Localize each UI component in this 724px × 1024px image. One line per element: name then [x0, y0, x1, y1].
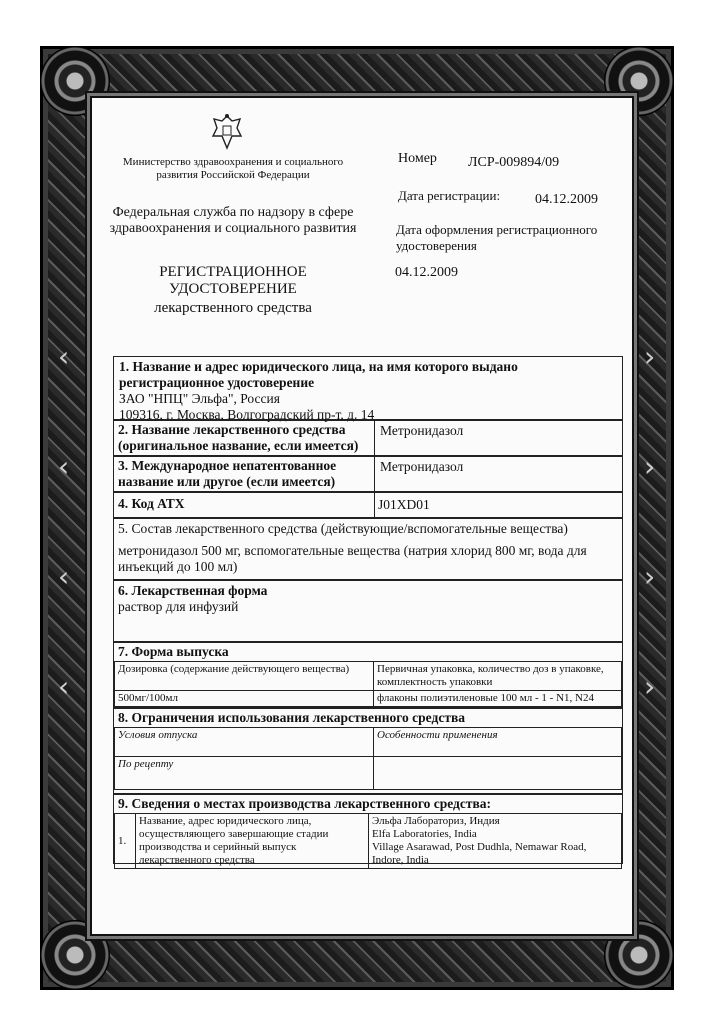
section-3-label: 3. Международное непатентованное название или другое (если имеется) [118, 458, 337, 489]
document-subtitle: лекарственного средства [154, 300, 312, 316]
section-1-line1: ЗАО "НПЦ" Эльфа", Россия [119, 391, 280, 406]
section-7-col1-value: 500мг/100мл [115, 691, 374, 707]
chevron-left-icon: ‹ [58, 340, 70, 373]
chevron-right-icon: › [644, 560, 656, 593]
section-7 [113, 642, 623, 708]
number-value: ЛСР-009894/09 [468, 155, 560, 170]
section-4 [113, 492, 623, 518]
section-3-value: Метронидазол [380, 459, 464, 474]
chevron-right-icon: › [644, 670, 656, 703]
section-5-value: метронидазол 500 мг, вспомогательные вещества (натрия хлорид 800 мг, вода для инъекций до 100 мл) [118, 543, 587, 574]
column-divider [374, 421, 375, 455]
section-2 [113, 420, 623, 456]
service-name: Федеральная служба по надзору в сфере здравоохранения и социального развития [109, 205, 357, 236]
chevron-right-icon: › [644, 340, 656, 373]
section-8-title: 8. Ограничения использования лекарственного средства [118, 710, 465, 725]
section-8-table [114, 727, 622, 790]
section-6 [113, 580, 623, 642]
ministry-name: Министерство здравоохранения и социального развития Российской Федерации [122, 156, 344, 181]
section-7-col1-head: Дозировка (содержание действующего вещества) [115, 662, 374, 691]
section-8 [113, 708, 623, 794]
section-9-address-line2: Elfa Laboratories, India [372, 828, 477, 840]
section-7-col2-value: флаконы полиэтиленовые 100 мл - 1 - N1, N24 [374, 691, 622, 707]
section-4-label: 4. Код АТХ [118, 496, 185, 511]
chevron-left-icon: ‹ [58, 560, 70, 593]
section-9-table [114, 813, 622, 869]
section-6-title: 6. Лекарственная форма [118, 583, 268, 598]
chevron-left-icon: ‹ [58, 670, 70, 703]
section-7-title: 7. Форма выпуска [118, 644, 229, 659]
section-3 [113, 456, 623, 492]
section-1-line2: 109316, г. Москва, Волгоградский пр-т, д. 14 [119, 407, 375, 422]
section-2-value: Метронидазол [380, 423, 464, 438]
document-title-main: РЕГИСТРАЦИОННОЕ УДОСТОВЕРЕНИЕ [159, 264, 307, 297]
section-1-title: 1. Название и адрес юридического лица, на имя которого выдано регистрационное удостоверение [119, 359, 518, 390]
section-8-col1-value: По рецепту [115, 757, 374, 790]
section-9-address-line1: Эльфа Лабораториз, Индия [372, 815, 500, 827]
chevron-right-icon: › [644, 450, 656, 483]
section-9-address-line4: Indore, India [372, 854, 429, 866]
section-4-value: J01XD01 [378, 497, 430, 512]
section-8-col1-head: Условия отпуска [115, 728, 374, 757]
column-divider [374, 457, 375, 491]
issue-date-label: Дата оформления регистрационного удостоверения [396, 222, 598, 253]
document-title [108, 264, 358, 317]
section-9-description: Название, адрес юридического лица, осуществляющего завершающие стадии производства и серийный выпуск лекарственного средства [136, 814, 369, 869]
reg-date-label: Дата регистрации: [398, 188, 501, 203]
section-7-table [114, 661, 622, 707]
section-9-address-line3: Village Asarawad, Post Dudhla, Nemawar Road, [372, 841, 587, 853]
section-5 [113, 518, 623, 580]
section-1 [113, 356, 623, 420]
section-7-col2-head: Первичная упаковка, количество доз в упаковке, комплектность упаковки [374, 662, 622, 691]
section-6-value: раствор для инфузий [118, 599, 239, 614]
section-9 [113, 794, 623, 864]
section-9-title: 9. Сведения о местах производства лекарственного средства: [118, 796, 492, 811]
section-5-title: 5. Состав лекарственного средства (действующие/вспомогательные вещества) [118, 521, 568, 536]
number-label: Номер [398, 151, 437, 166]
section-8-col2-value [374, 757, 622, 790]
section-9-number: 1. [115, 814, 136, 869]
section-9-address [369, 814, 622, 869]
section-8-col2-head: Особенности применения [374, 728, 622, 757]
issue-date-value: 04.12.2009 [395, 265, 458, 280]
reg-date-value: 04.12.2009 [535, 192, 598, 207]
coat-of-arms-icon [210, 112, 244, 152]
section-2-label: 2. Название лекарственного средства (оригинальное название, если имеется) [118, 422, 359, 453]
chevron-left-icon: ‹ [58, 450, 70, 483]
column-divider [374, 493, 375, 517]
